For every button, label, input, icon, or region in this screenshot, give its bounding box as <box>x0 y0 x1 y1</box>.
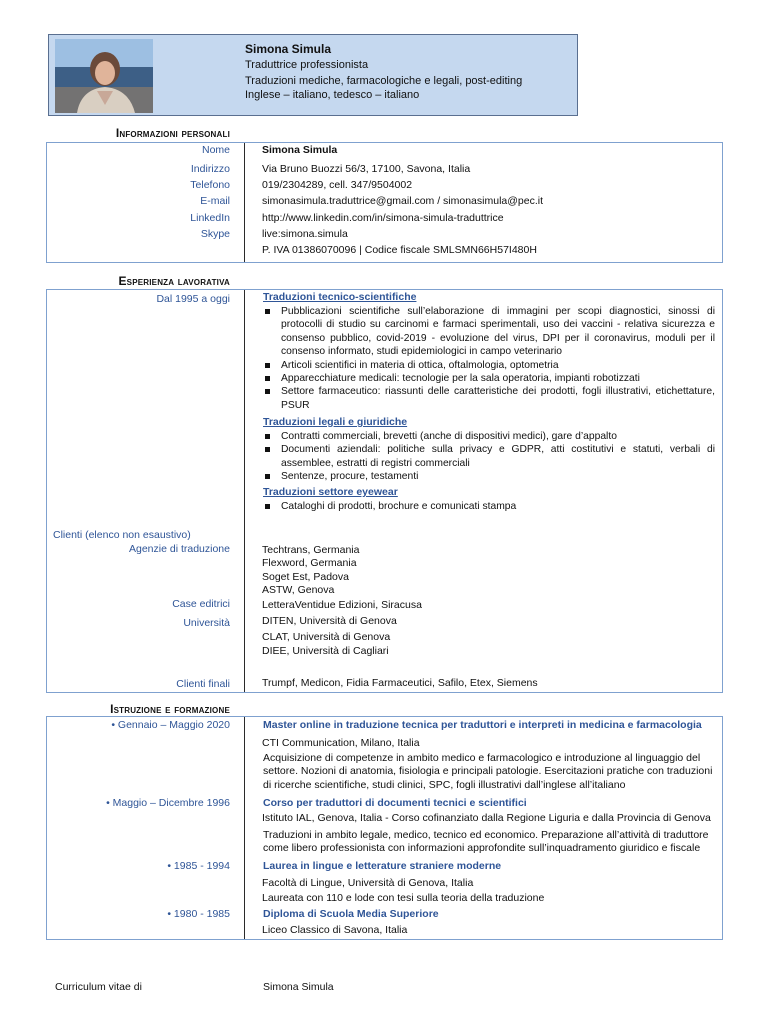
subsection-legal: Traduzioni legali e giuridiche <box>263 416 408 428</box>
label-indirizzo: Indirizzo <box>190 163 230 175</box>
education-date: • 1980 - 1985 <box>167 908 230 920</box>
education-title: Master online in traduzione tecnica per traduttori e interpreti in medicina e farmacologia <box>263 719 702 731</box>
list-item: Documenti aziendali: politiche sulla privacy e GDPR, atti costitutivi e statuti, verbali di assemblee, estratti di registri commerciali <box>263 443 715 470</box>
header-name: Simona Simula <box>245 42 332 56</box>
education-date: • 1985 - 1994 <box>167 860 230 872</box>
value-tax-ids: P. IVA 01386070096 | Codice fiscale SMLSMN66H57I480H <box>262 244 537 256</box>
agency-item: Techtrans, Germania <box>262 544 360 556</box>
list-item: Articoli scientifici in materia di ottica, oftalmologia, optometria <box>263 359 715 372</box>
education-org: Facoltà di Lingue, Università di Genova, Italia <box>262 877 474 889</box>
section-title-text: Esperienza lavorativa <box>118 274 230 288</box>
university-item: CLAT, Università di Genova <box>262 631 391 643</box>
label-universities: Università <box>183 617 230 629</box>
final-clients: Trumpf, Medicon, Fidia Farmaceutici, Safilo, Etex, Siemens <box>262 677 538 689</box>
subsection-eyewear: Traduzioni settore eyewear <box>263 486 398 498</box>
label-email: E-mail <box>200 195 230 207</box>
label-agencies: Agenzie di traduzione <box>129 543 230 555</box>
clients-heading: Clienti (elenco non esaustivo) <box>53 529 191 541</box>
publisher-item: LetteraVentidue Edizioni, Siracusa <box>262 599 422 611</box>
list-item: Settore farmaceutico: riassunti delle caratteristiche dei prodotti, fogli illustrativi, etichettature, PSUR <box>263 385 715 412</box>
education-title: Laurea in lingue e letterature straniere moderne <box>263 860 502 872</box>
university-item: DIEE, Università di Cagliari <box>262 645 389 657</box>
education-title: Corso per traduttori di documenti tecnici e scientifici <box>263 797 527 809</box>
profile-photo <box>55 39 153 113</box>
value-indirizzo: Via Bruno Buozzi 56/3, 17100, Savona, Italia <box>262 163 471 175</box>
education-desc: Acquisizione di competenze in ambito medico e farmacologico e introduzione al linguaggio del settore. Nozioni di anatomia, fisiologia e principali patologie. Esercitazioni pratiche con traduzioni di ricerche scientifiche, studi clinici, SPC, fogli illustrativi dall’inglese all’italiano <box>263 752 713 791</box>
label-publishers: Case editrici <box>172 598 230 610</box>
bullet-list-eyewear <box>263 500 715 513</box>
education-org: CTI Communication, Milano, Italia <box>262 737 420 749</box>
agency-item: Soget Est, Padova <box>262 571 349 583</box>
section-title-education <box>60 702 230 716</box>
value-email[interactable]: simonasimula.traduttrice@gmail.com / simonasimula@pec.it <box>262 195 543 207</box>
section-title-personal <box>60 126 230 140</box>
subsection-technical: Traduzioni tecnico-scientifiche <box>263 291 417 303</box>
education-box <box>46 716 723 940</box>
education-org: Istituto IAL, Genova, Italia - Corso cofinanziato dalla Regione Liguria e dalla Provincia di Genova <box>262 812 711 824</box>
column-divider <box>244 717 245 939</box>
list-item: Sentenze, procure, testamenti <box>263 470 715 483</box>
list-item: Contratti commerciali, brevetti (anche di dispositivi medici), gare d’appalto <box>263 430 715 443</box>
label-final-clients: Clienti finali <box>176 678 230 690</box>
header-role: Traduttrice professionista <box>245 59 369 71</box>
education-desc: Laureata con 110 e lode con tesi sulla teoria della traduzione <box>262 892 545 904</box>
value-nome: Simona Simula <box>262 144 338 156</box>
label-telefono: Telefono <box>190 179 230 191</box>
value-skype: live:simona.simula <box>262 228 348 240</box>
list-item: Apparecchiature medicali: tecnologie per la sala operatoria, impianti robotizzati <box>263 372 715 385</box>
section-title-text: Informazioni personali <box>115 126 230 140</box>
bullet-list-legal <box>263 430 715 484</box>
value-linkedin[interactable]: http://www.linkedin.com/in/simona-simula-traduttrice <box>262 212 504 224</box>
section-title-text: Istruzione e formazione <box>110 702 230 716</box>
experience-period: Dal 1995 a oggi <box>156 293 230 305</box>
list-item: Cataloghi di prodotti, brochure e comunicati stampa <box>263 500 715 513</box>
footer-name: Simona Simula <box>263 981 334 993</box>
footer-label: Curriculum vitae di <box>55 981 142 993</box>
label-linkedin: LinkedIn <box>190 212 230 224</box>
education-org: Liceo Classico di Savona, Italia <box>262 924 408 936</box>
value-telefono: 019/2304289, cell. 347/9504002 <box>262 179 413 191</box>
header-specialties: Traduzioni mediche, farmacologiche e legali, post-editing <box>245 75 523 87</box>
section-title-experience <box>60 274 230 288</box>
list-item: Pubblicazioni scientifiche sull’elaborazione di immagini per scopi diagnostici, sinossi di protocolli di studio su carcinomi e farmaci sperimentali, uso dei vaccini - relativa sicurezza e consenso pubblico, covid-2019 - evoluzione del virus, DPI per il coronavirus, moduli per il consenso informato, studi epidemiologici in campo veterinario <box>263 305 715 359</box>
column-divider <box>244 143 245 262</box>
header-languages: Inglese – italiano, tedesco – italiano <box>245 89 420 101</box>
university-item: DITEN, Università di Genova <box>262 615 397 627</box>
label-skype: Skype <box>200 228 230 240</box>
education-date: • Gennaio – Maggio 2020 <box>111 719 230 731</box>
column-divider <box>244 290 245 692</box>
bullet-list-technical <box>263 305 715 412</box>
education-desc: Traduzioni in ambito legale, medico, tecnico ed economico. Preparazione all’attività di traduttore come libero professionista con informazioni approfondite sull’inquadramento giuridico e fiscale <box>263 829 709 855</box>
education-date: • Maggio – Dicembre 1996 <box>106 797 230 809</box>
agency-item: ASTW, Genova <box>262 584 335 596</box>
label-nome: Nome <box>201 144 230 156</box>
cv-header <box>48 34 578 116</box>
agency-item: Flexword, Germania <box>262 557 357 569</box>
education-title: Diploma di Scuola Media Superiore <box>263 908 439 920</box>
